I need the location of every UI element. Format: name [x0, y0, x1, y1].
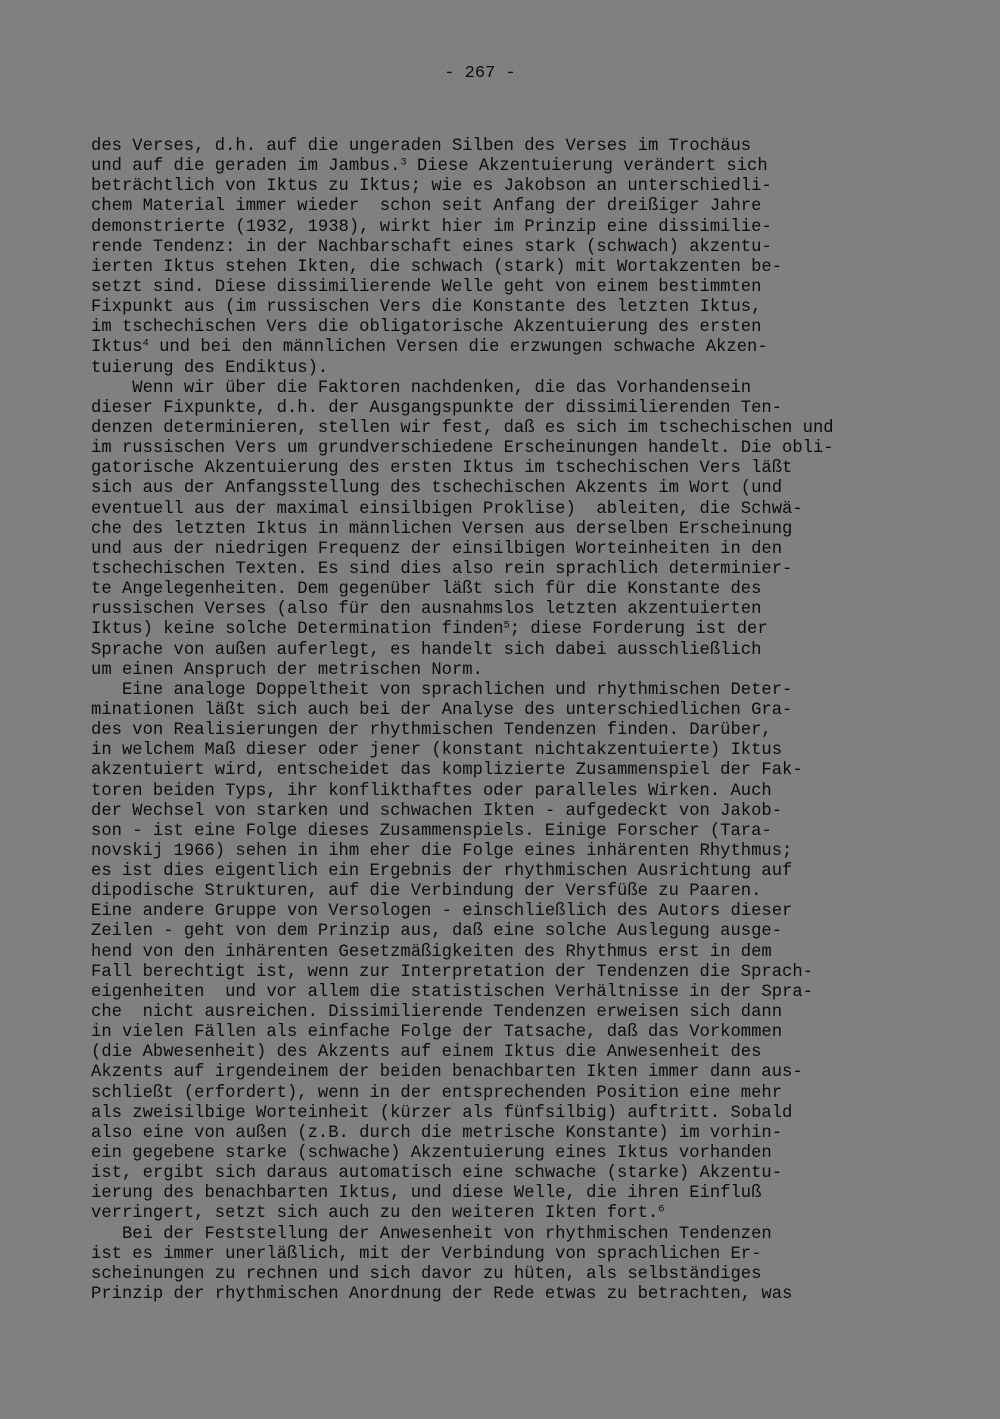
- text-line: [91, 761, 921, 781]
- text-line: [91, 399, 921, 419]
- text-line: [91, 902, 921, 922]
- text-line: [91, 157, 921, 177]
- footnote-marker: 5: [503, 619, 510, 632]
- line-text: dieser Fixpunkte, d.h. der Ausgangspunkte der dissimilierenden Ten-: [91, 398, 783, 418]
- line-text: scheinungen zu rechnen und sich davor zu hüten, als selbständiges: [91, 1264, 762, 1284]
- text-line: [91, 218, 921, 238]
- line-text: verringert, setzt sich auch zu den weiteren Ikten fort.: [91, 1204, 659, 1224]
- text-line: [91, 479, 921, 499]
- line-text: im russischen Vers um grundverschiedene Erscheinungen handelt. Die obli-: [91, 439, 834, 459]
- line-text: russischen Verses (also für den ausnahmslos letzten akzentuierten: [91, 600, 762, 620]
- text-line: [91, 741, 921, 761]
- text-line: [91, 1204, 921, 1224]
- line-text-continued: ; diese Forderung ist der: [509, 620, 768, 640]
- line-text: gatorische Akzentuierung des ersten Iktus im tschechischen Vers läßt: [91, 459, 793, 479]
- line-text: ierung des benachbarten Iktus, und diese Welle, die ihren Einfluß: [91, 1184, 762, 1204]
- line-text: als zweisilbige Worteinheit (kürzer als fünfsilbig) auftritt. Sobald: [91, 1103, 793, 1123]
- line-text: hend von den inhärenten Gesetzmäßigkeiten des Rhythmus erst in dem: [91, 942, 772, 962]
- text-line: [91, 882, 921, 902]
- line-text: ist es immer unerläßlich, mit der Verbindung von sprachlichen Er-: [91, 1244, 762, 1264]
- line-text: denzen determinieren, stellen wir fest, daß es sich im tschechischen und: [91, 418, 834, 438]
- line-text: und aus der niedrigen Frequenz der einsilbigen Worteinheiten in den: [91, 539, 783, 559]
- text-line: [91, 802, 921, 822]
- text-line: [91, 661, 921, 681]
- line-text: ein gegebene starke (schwache) Akzentuierung eines Iktus vorhanden: [91, 1144, 772, 1164]
- line-text: tuierung des Endiktus).: [91, 358, 329, 378]
- line-text: in welchem Maß dieser oder jener (konstant nichtakzentuierte) Iktus: [91, 741, 783, 761]
- text-line: [91, 298, 921, 318]
- footnote-marker: 3: [400, 156, 407, 169]
- line-text: setzt sind. Diese dissimilierende Welle geht von einem bestimmten: [91, 277, 762, 297]
- body-text: [91, 137, 921, 1305]
- text-line: [91, 1164, 921, 1184]
- text-line: [91, 1104, 921, 1124]
- line-text: ierten Iktus stehen Ikten, die schwach (stark) mit Wortakzenten be-: [91, 257, 783, 277]
- line-text: es ist dies eigentlich ein Ergebnis der rhythmischen Ausrichtung auf: [91, 862, 793, 882]
- text-line: [91, 278, 921, 298]
- line-text: sich aus der Anfangsstellung des tschechischen Akzents im Wort (und: [91, 479, 783, 499]
- text-line: [91, 379, 921, 399]
- text-line: [91, 1184, 921, 1204]
- line-text: son - ist eine Folge dieses Zusammenspiels. Einige Forscher (Tara-: [91, 821, 772, 841]
- line-text: um einen Anspruch der metrischen Norm.: [91, 660, 483, 680]
- line-text: toren beiden Typs, ihr konflikthaftes oder paralleles Wirken. Auch: [91, 781, 772, 801]
- footnote-marker: 4: [142, 337, 149, 350]
- text-line: [91, 862, 921, 882]
- text-line: [91, 580, 921, 600]
- text-line: [91, 600, 921, 620]
- text-line: [91, 842, 921, 862]
- text-line: [91, 419, 921, 439]
- text-line: [91, 1084, 921, 1104]
- footnote-marker: 6: [658, 1203, 665, 1216]
- line-text: schließt (erfordert), wenn in der entsprechenden Position eine mehr: [91, 1083, 783, 1103]
- text-line: [91, 1285, 921, 1305]
- line-text: des von Realisierungen der rhythmischen Tendenzen finden. Darüber,: [91, 721, 772, 741]
- text-line: [91, 943, 921, 963]
- line-text-continued: Diese Akzentuierung verändert sich: [406, 157, 768, 177]
- line-text: che nicht ausreichen. Dissimilierende Tendenzen erweisen sich dann: [91, 1003, 783, 1023]
- line-text: minationen läßt sich auch bei der Analyse des unterschiedlichen Gra-: [91, 700, 793, 720]
- text-line: [91, 620, 921, 640]
- line-text: eventuell aus der maximal einsilbigen Proklise) ableiten, die Schwä-: [91, 499, 803, 519]
- line-text: te Angelegenheiten. Dem gegenüber läßt sich für die Konstante des: [91, 580, 762, 600]
- text-line: [91, 540, 921, 560]
- text-line: [91, 359, 921, 379]
- text-line: [91, 1003, 921, 1023]
- text-line: [91, 782, 921, 802]
- text-line: [91, 822, 921, 842]
- line-text: Sprache von außen auferlegt, es handelt sich dabei ausschließlich: [91, 640, 762, 660]
- text-line: [91, 137, 921, 157]
- text-line: [91, 520, 921, 540]
- text-line: [91, 963, 921, 983]
- line-text: chem Material immer wieder schon seit Anfang der dreißiger Jahre: [91, 197, 762, 217]
- line-text: beträchtlich von Iktus zu Iktus; wie es Jakobson an unterschiedli-: [91, 177, 772, 197]
- line-text: tschechischen Texten. Es sind dies also rein sprachlich determinier-: [91, 559, 793, 579]
- text-line: [91, 560, 921, 580]
- text-line: [91, 1023, 921, 1043]
- text-line: [91, 641, 921, 661]
- text-line: [91, 721, 921, 741]
- line-text: im tschechischen Vers die obligatorische Akzentuierung des ersten: [91, 318, 762, 338]
- text-line: [91, 1245, 921, 1265]
- line-text: und auf die geraden im Jambus.: [91, 157, 401, 177]
- text-line: [91, 500, 921, 520]
- text-line: [91, 177, 921, 197]
- text-line: [91, 238, 921, 258]
- line-text: der Wechsel von starken und schwachen Ikten - aufgedeckt von Jakob-: [91, 801, 783, 821]
- line-text: novskij 1966) sehen in ihm eher die Folge eines inhärenten Rhythmus;: [91, 841, 793, 861]
- line-text: Bei der Feststellung der Anwesenheit von rhythmischen Tendenzen: [91, 1224, 772, 1244]
- line-text: eigenheiten und vor allem die statistischen Verhältnisse in der Spra-: [91, 982, 813, 1002]
- line-text: ist, ergibt sich daraus automatisch eine schwache (starke) Akzentu-: [91, 1164, 783, 1184]
- line-text: demonstrierte (1932, 1938), wirkt hier im Prinzip eine dissimilie-: [91, 217, 772, 237]
- line-text: Iktus) keine solche Determination finden: [91, 620, 504, 640]
- text-line: [91, 983, 921, 1003]
- line-text-continued: und bei den männlichen Versen die erzwungen schwache Akzen-: [148, 338, 768, 358]
- line-text: Zeilen - geht von dem Prinzip aus, daß eine solche Auslegung ausge-: [91, 922, 783, 942]
- page-number: - 267 -: [444, 64, 516, 83]
- line-text: Akzents auf irgendeinem der beiden benachbarten Ikten immer dann aus-: [91, 1063, 803, 1083]
- line-text: in vielen Fällen als einfache Folge der Tatsache, daß das Vorkommen: [91, 1023, 783, 1043]
- line-text: akzentuiert wird, entscheidet das komplizierte Zusammenspiel der Fak-: [91, 761, 803, 781]
- text-line: [91, 1265, 921, 1285]
- line-text: dipodische Strukturen, auf die Verbindung der Versfüße zu Paaren.: [91, 882, 762, 902]
- text-line: [91, 1043, 921, 1063]
- line-text: che des letzten Iktus in männlichen Versen aus derselben Erscheinung: [91, 519, 793, 539]
- text-line: [91, 1124, 921, 1144]
- line-text: Fall berechtigt ist, wenn zur Interpretation der Tendenzen die Sprach-: [91, 962, 813, 982]
- line-text: Wenn wir über die Faktoren nachdenken, die das Vorhandensein: [91, 378, 752, 398]
- line-text: Eine analoge Doppeltheit von sprachlichen und rhythmischen Deter-: [91, 680, 793, 700]
- line-text: des Verses, d.h. auf die ungeraden Silben des Verses im Trochäus: [91, 137, 752, 156]
- text-line: [91, 197, 921, 217]
- text-line: [91, 338, 921, 358]
- line-text: (die Abwesenheit) des Akzents auf einem Iktus die Anwesenheit des: [91, 1043, 762, 1063]
- text-line: [91, 1063, 921, 1083]
- line-text: Eine andere Gruppe von Versologen - einschließlich des Autors dieser: [91, 902, 793, 922]
- line-text: also eine von außen (z.B. durch die metrische Konstante) im vorhin-: [91, 1123, 783, 1143]
- text-line: [91, 439, 921, 459]
- line-text: Fixpunkt aus (im russischen Vers die Konstante des letzten Iktus,: [91, 298, 762, 318]
- text-line: [91, 318, 921, 338]
- text-line: [91, 459, 921, 479]
- text-line: [91, 681, 921, 701]
- text-line: [91, 258, 921, 278]
- text-line: [91, 922, 921, 942]
- line-text: Prinzip der rhythmischen Anordnung der Rede etwas zu betrachten, was: [91, 1285, 793, 1305]
- text-line: [91, 701, 921, 721]
- text-line: [91, 1225, 921, 1245]
- line-text: rende Tendenz: in der Nachbarschaft eines stark (schwach) akzentu-: [91, 237, 772, 257]
- line-text: Iktus: [91, 338, 143, 358]
- text-line: [91, 1144, 921, 1164]
